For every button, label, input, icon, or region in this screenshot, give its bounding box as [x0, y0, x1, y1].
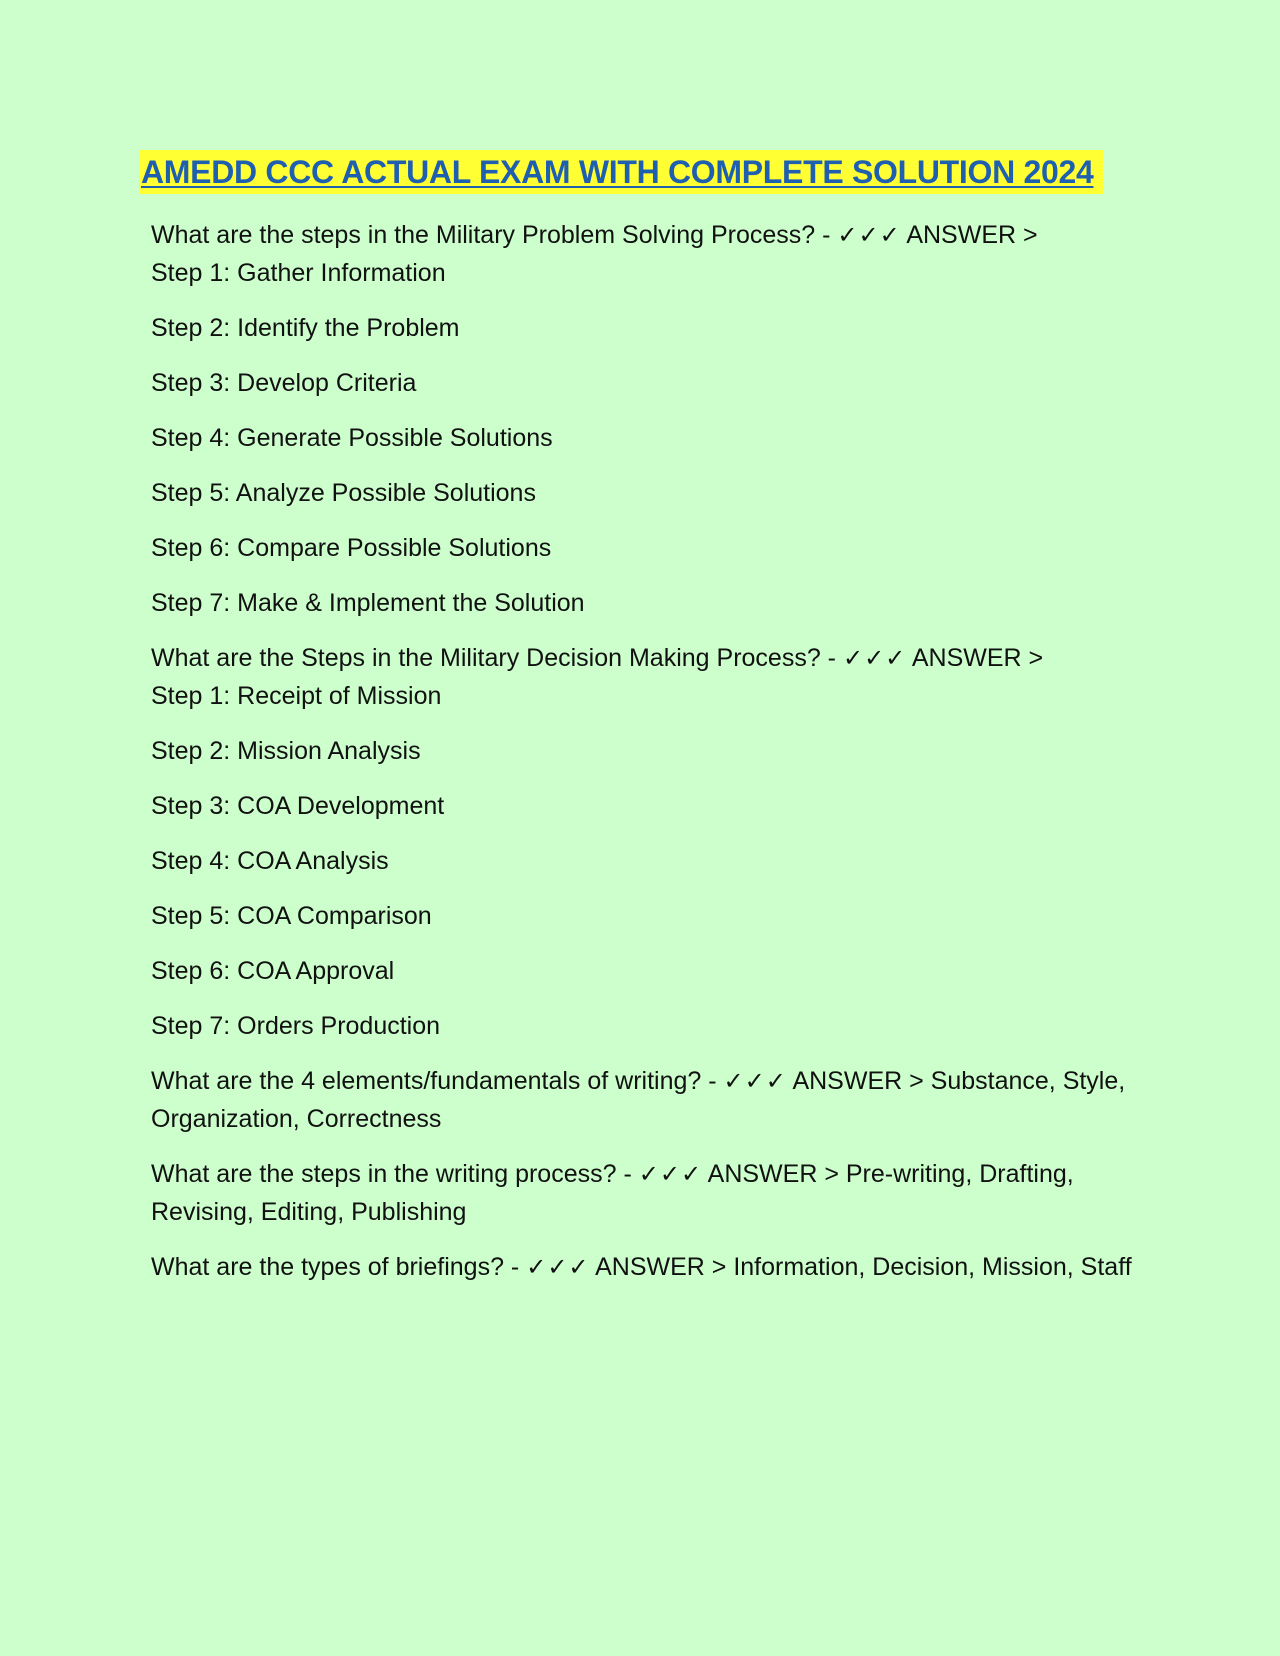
question-text: What are the steps in the Military Problem Solving Process? -	[151, 221, 831, 249]
step-item: Step 6: COA Approval	[151, 957, 395, 985]
step-item: Step 7: Make & Implement the Solution	[151, 589, 585, 617]
step-item: Step 1: Gather Information	[151, 259, 446, 287]
step-item: Step 3: Develop Criteria	[151, 369, 417, 397]
qa-item-decision-making	[151, 639, 1151, 715]
question-text: What are the Steps in the Military Decision Making Process? -	[151, 644, 836, 672]
answer-text: ANSWER > Pre-writing, Drafting, Revising, Editing, Publishing	[151, 1160, 1074, 1226]
step-item: Step 2: Identify the Problem	[151, 314, 460, 342]
question-text: What are the types of briefings? -	[151, 1253, 520, 1281]
checkmark-icon: ✓✓✓	[842, 644, 907, 672]
step-item: Step 2: Mission Analysis	[151, 737, 421, 765]
qa-item-writing-elements	[151, 1062, 1151, 1138]
answer-text: ANSWER > Information, Decision, Mission, Staff	[595, 1253, 1132, 1281]
step-item: Step 7: Orders Production	[151, 1012, 441, 1040]
question-text: What are the 4 elements/fundamentals of writing? -	[151, 1067, 717, 1095]
qa-item-briefing-types	[151, 1248, 1151, 1286]
page-title: AMEDD CCC ACTUAL EXAM WITH COMPLETE SOLUTION 2024	[139, 150, 1103, 194]
checkmark-icon: ✓✓✓	[526, 1253, 590, 1281]
question-text: What are the steps in the writing process? -	[151, 1160, 632, 1188]
document-body	[151, 216, 1151, 1303]
step-item: Step 5: COA Comparison	[151, 902, 432, 930]
checkmark-icon: ✓✓✓	[638, 1160, 703, 1188]
checkmark-icon: ✓✓✓	[837, 221, 901, 249]
step-item: Step 1: Receipt of Mission	[151, 682, 442, 710]
step-item: Step 3: COA Development	[151, 792, 445, 820]
step-item: Step 6: Compare Possible Solutions	[151, 534, 552, 562]
answer-lead: ANSWER >	[911, 644, 1044, 672]
answer-text: ANSWER > Substance, Style, Organization, Correctness	[151, 1067, 1126, 1133]
step-item: Step 5: Analyze Possible Solutions	[151, 479, 536, 507]
qa-item-writing-process	[151, 1155, 1151, 1231]
answer-lead: ANSWER >	[906, 221, 1038, 249]
step-item: Step 4: Generate Possible Solutions	[151, 424, 553, 452]
checkmark-icon: ✓✓✓	[723, 1067, 787, 1095]
step-item: Step 4: COA Analysis	[151, 847, 389, 875]
qa-item-problem-solving	[151, 216, 1151, 292]
